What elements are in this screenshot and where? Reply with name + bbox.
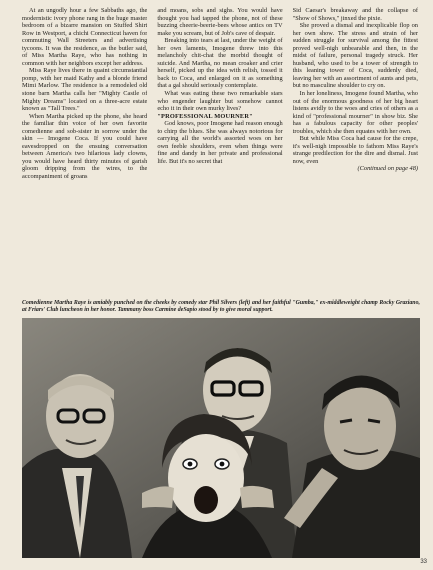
paragraph: Breaking into tears at last, under the weight of her own laments, Imogene threw into this melancholy chit-chat the morbid thought of suicide. And Martha, no mean croaker and crier herself, picked up the idea with relish, tossed it back to Coca, and enlarged on it as something that a gal should seriously contemplate. [157,37,283,90]
paragraph: God knows, poor Imogene had reason enough to chirp the blues. She was always notorious for carrying all the world's assorted woes on her own feeble shoulders, even when things were fine and dandy in her private and professional life. But it's no secret that [157,120,283,165]
photo-caption: Comedienne Martha Raye is amiably punched on the cheeks by comedy star Phil Silvers (left) and her faithful "Gumba," ex-middleweight champ Rocky Graziano, at Friars' Club luncheon in her honor. Tammany boss Carmine deSapio stood by to give moral support. [22,300,420,313]
paragraph: She proved a dismal and inexplicable flop on her own show. The stress and strain of her sudden struggle for survival among the fittest proved well-nigh unbearable and then, in the midst of failure, personal tragedy struck. Her husband, who used to be a tower of strength to this leaning tower of Coca, suddenly died, leaving her with an assortment of aunts and pets, but no masculine shoulder to cry on. [292,22,418,90]
article-column-1 [22,7,147,302]
paragraph: What was eating these two remarkable stars who engender laughter but somehow cannot echo it in their own murky lives? [157,90,283,113]
photograph [22,318,420,558]
paragraph: But while Miss Coca had cause for the crepe, it's well-nigh impossible to fathom Miss Raye's strange predilection for the dire and dismal. Just now, even [292,135,418,165]
paragraph: At an ungodly hour a few Sabbaths ago, the modernistic ivory phone rang in the huge master bedroom of a bizarre mansion on Stuffed Shirt Row in Westport, a chichi Connecticut haven for commuting Wall Streeters and advertising tycoons. It was the residence, as the butler said, of Miss Martha Raye, who has nothing in common with her neighbors except her address. [22,7,148,67]
paragraph: and moans, sobs and sighs. You would have thought you had tapped the phone, not of these buzzing cheerie-beerie-bees whose antics on TV make you scream, but of Job's cave of despair. [157,7,283,37]
paragraph: Miss Raye lives there in quaint circumstantial pomp, with her maid Kathy and a blonde friend Mimi Marlow. The residence is a remodeled old stone barn Martha calls her "Mighty Castle of Mighty Dreams" located on a three-acre estate known as "Tall Trees." [22,67,148,113]
subheading: "PROFESSIONAL MOURNER" [157,112,253,120]
article-column-2 [157,7,282,302]
paragraph: When Martha picked up the phone, she heard the familiar thin voice of her own favorite comedienne and sob-sister in sorrow under the skin — Imogene Coca. If you could have eavesdropped on the ensuing conversation between America's two hilarious lady clowns, you would have heard thirty minutes of garish gloom dripping from the wires, to the accompaniment of groans [22,112,148,181]
article-column-3 [293,7,418,302]
page-number: 33 [420,559,427,565]
paragraph: Sid Caesar's breakaway and the collapse of "Show of Shows," jinxed the pixie. [292,7,418,22]
continued-note: (Continued on page 48) [357,165,418,173]
article-body [22,7,418,302]
photo-illustration [22,318,420,558]
paragraph: In her loneliness, Imogene found Martha, who out of the enormous goodness of her big heart listens avidly to the woes and cries of others as a kind of "professional mourner" in show biz. She has a fabulous capacity for other peoples' troubles, which she then equates with her own. [292,90,418,135]
